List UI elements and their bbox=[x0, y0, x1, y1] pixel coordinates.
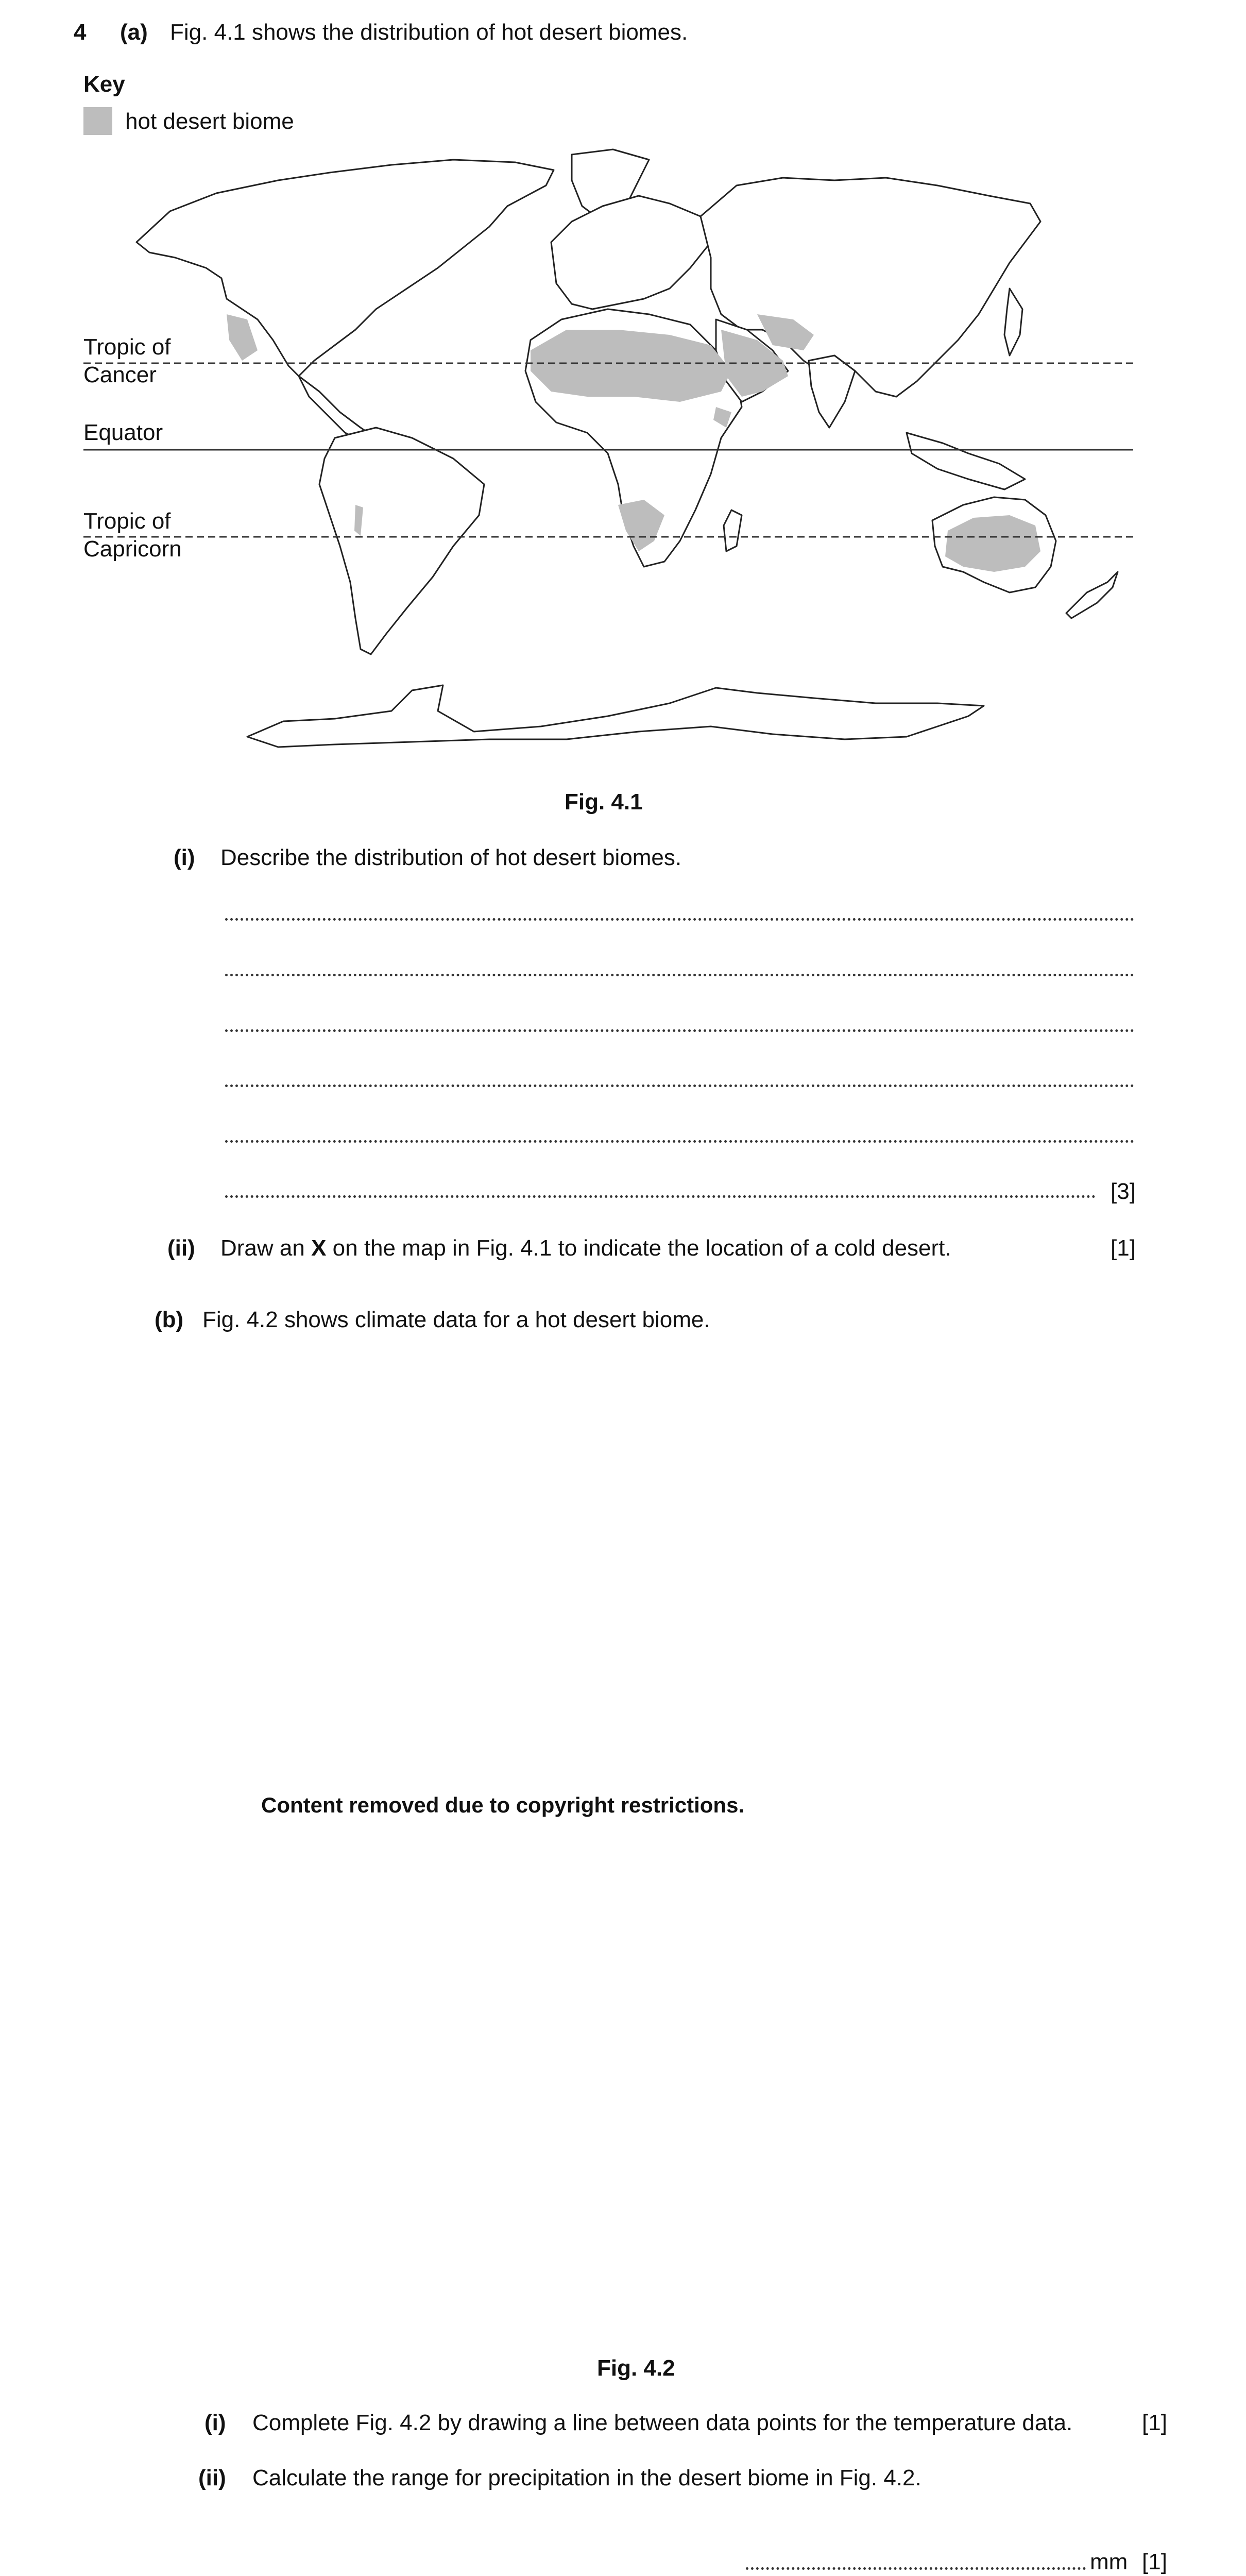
b-ii-marks: [1] bbox=[1142, 2549, 1167, 2574]
b-ii-text: Calculate the range for precipitation in the desert biome in Fig. 4.2. bbox=[252, 2465, 921, 2490]
part-a-stem: Fig. 4.1 shows the distribution of hot desert biomes. bbox=[170, 20, 688, 45]
a-i-text: Describe the distribution of hot desert biomes. bbox=[220, 845, 682, 870]
b-i-label: (i) bbox=[204, 2410, 226, 2435]
b-i-text: Complete Fig. 4.2 by drawing a line between data points for the temperature data. bbox=[252, 2410, 1073, 2435]
key-item-label: hot desert biome bbox=[125, 109, 294, 134]
fig-4-2-caption: Fig. 4.2 bbox=[597, 2355, 675, 2381]
answer-line-3[interactable] bbox=[225, 1029, 1134, 1032]
madagascar bbox=[724, 510, 742, 551]
india bbox=[809, 355, 855, 428]
part-b-label: (b) bbox=[155, 1307, 184, 1332]
north-america bbox=[136, 160, 554, 376]
b-ii-unit: mm bbox=[1090, 2549, 1128, 2574]
a-i-marks: [3] bbox=[1111, 1179, 1136, 1204]
tropic-of-capricorn-label: Tropic of Capricorn bbox=[83, 509, 182, 562]
answer-line-1[interactable] bbox=[225, 918, 1134, 921]
a-i-label: (i) bbox=[174, 845, 195, 870]
answer-line-6[interactable] bbox=[225, 1195, 1096, 1198]
a-ii-marks: [1] bbox=[1111, 1235, 1136, 1261]
copyright-notice: Content removed due to copyright restrictions. bbox=[261, 1793, 745, 1817]
part-a-label: (a) bbox=[120, 20, 148, 45]
b-ii-label: (ii) bbox=[198, 2465, 226, 2490]
key-title: Key bbox=[83, 72, 125, 97]
south-america bbox=[319, 428, 484, 654]
japan bbox=[1004, 289, 1022, 355]
answer-line-5[interactable] bbox=[225, 1140, 1134, 1143]
part-b-stem: Fig. 4.2 shows climate data for a hot desert biome. bbox=[202, 1307, 710, 1332]
equator-label: Equator bbox=[83, 420, 163, 445]
new-zealand bbox=[1066, 572, 1118, 618]
a-ii-label: (ii) bbox=[167, 1235, 195, 1261]
desert-north-america bbox=[227, 314, 258, 361]
se-asia-islands bbox=[907, 433, 1025, 489]
question-number: 4 bbox=[74, 20, 87, 45]
a-ii-text: Draw an X on the map in Fig. 4.1 to indicate the location of a cold desert. bbox=[220, 1235, 951, 1261]
world-map[interactable] bbox=[0, 0, 1246, 783]
antarctica bbox=[247, 685, 984, 747]
tropic-of-cancer-label: Tropic of Cancer bbox=[83, 334, 171, 387]
fig-4-1-caption: Fig. 4.1 bbox=[565, 789, 643, 815]
europe bbox=[551, 196, 711, 309]
answer-line-4[interactable] bbox=[225, 1084, 1134, 1087]
range-answer-line[interactable] bbox=[746, 2567, 1086, 2570]
answer-line-2[interactable] bbox=[225, 974, 1134, 976]
b-i-marks: [1] bbox=[1142, 2410, 1167, 2435]
